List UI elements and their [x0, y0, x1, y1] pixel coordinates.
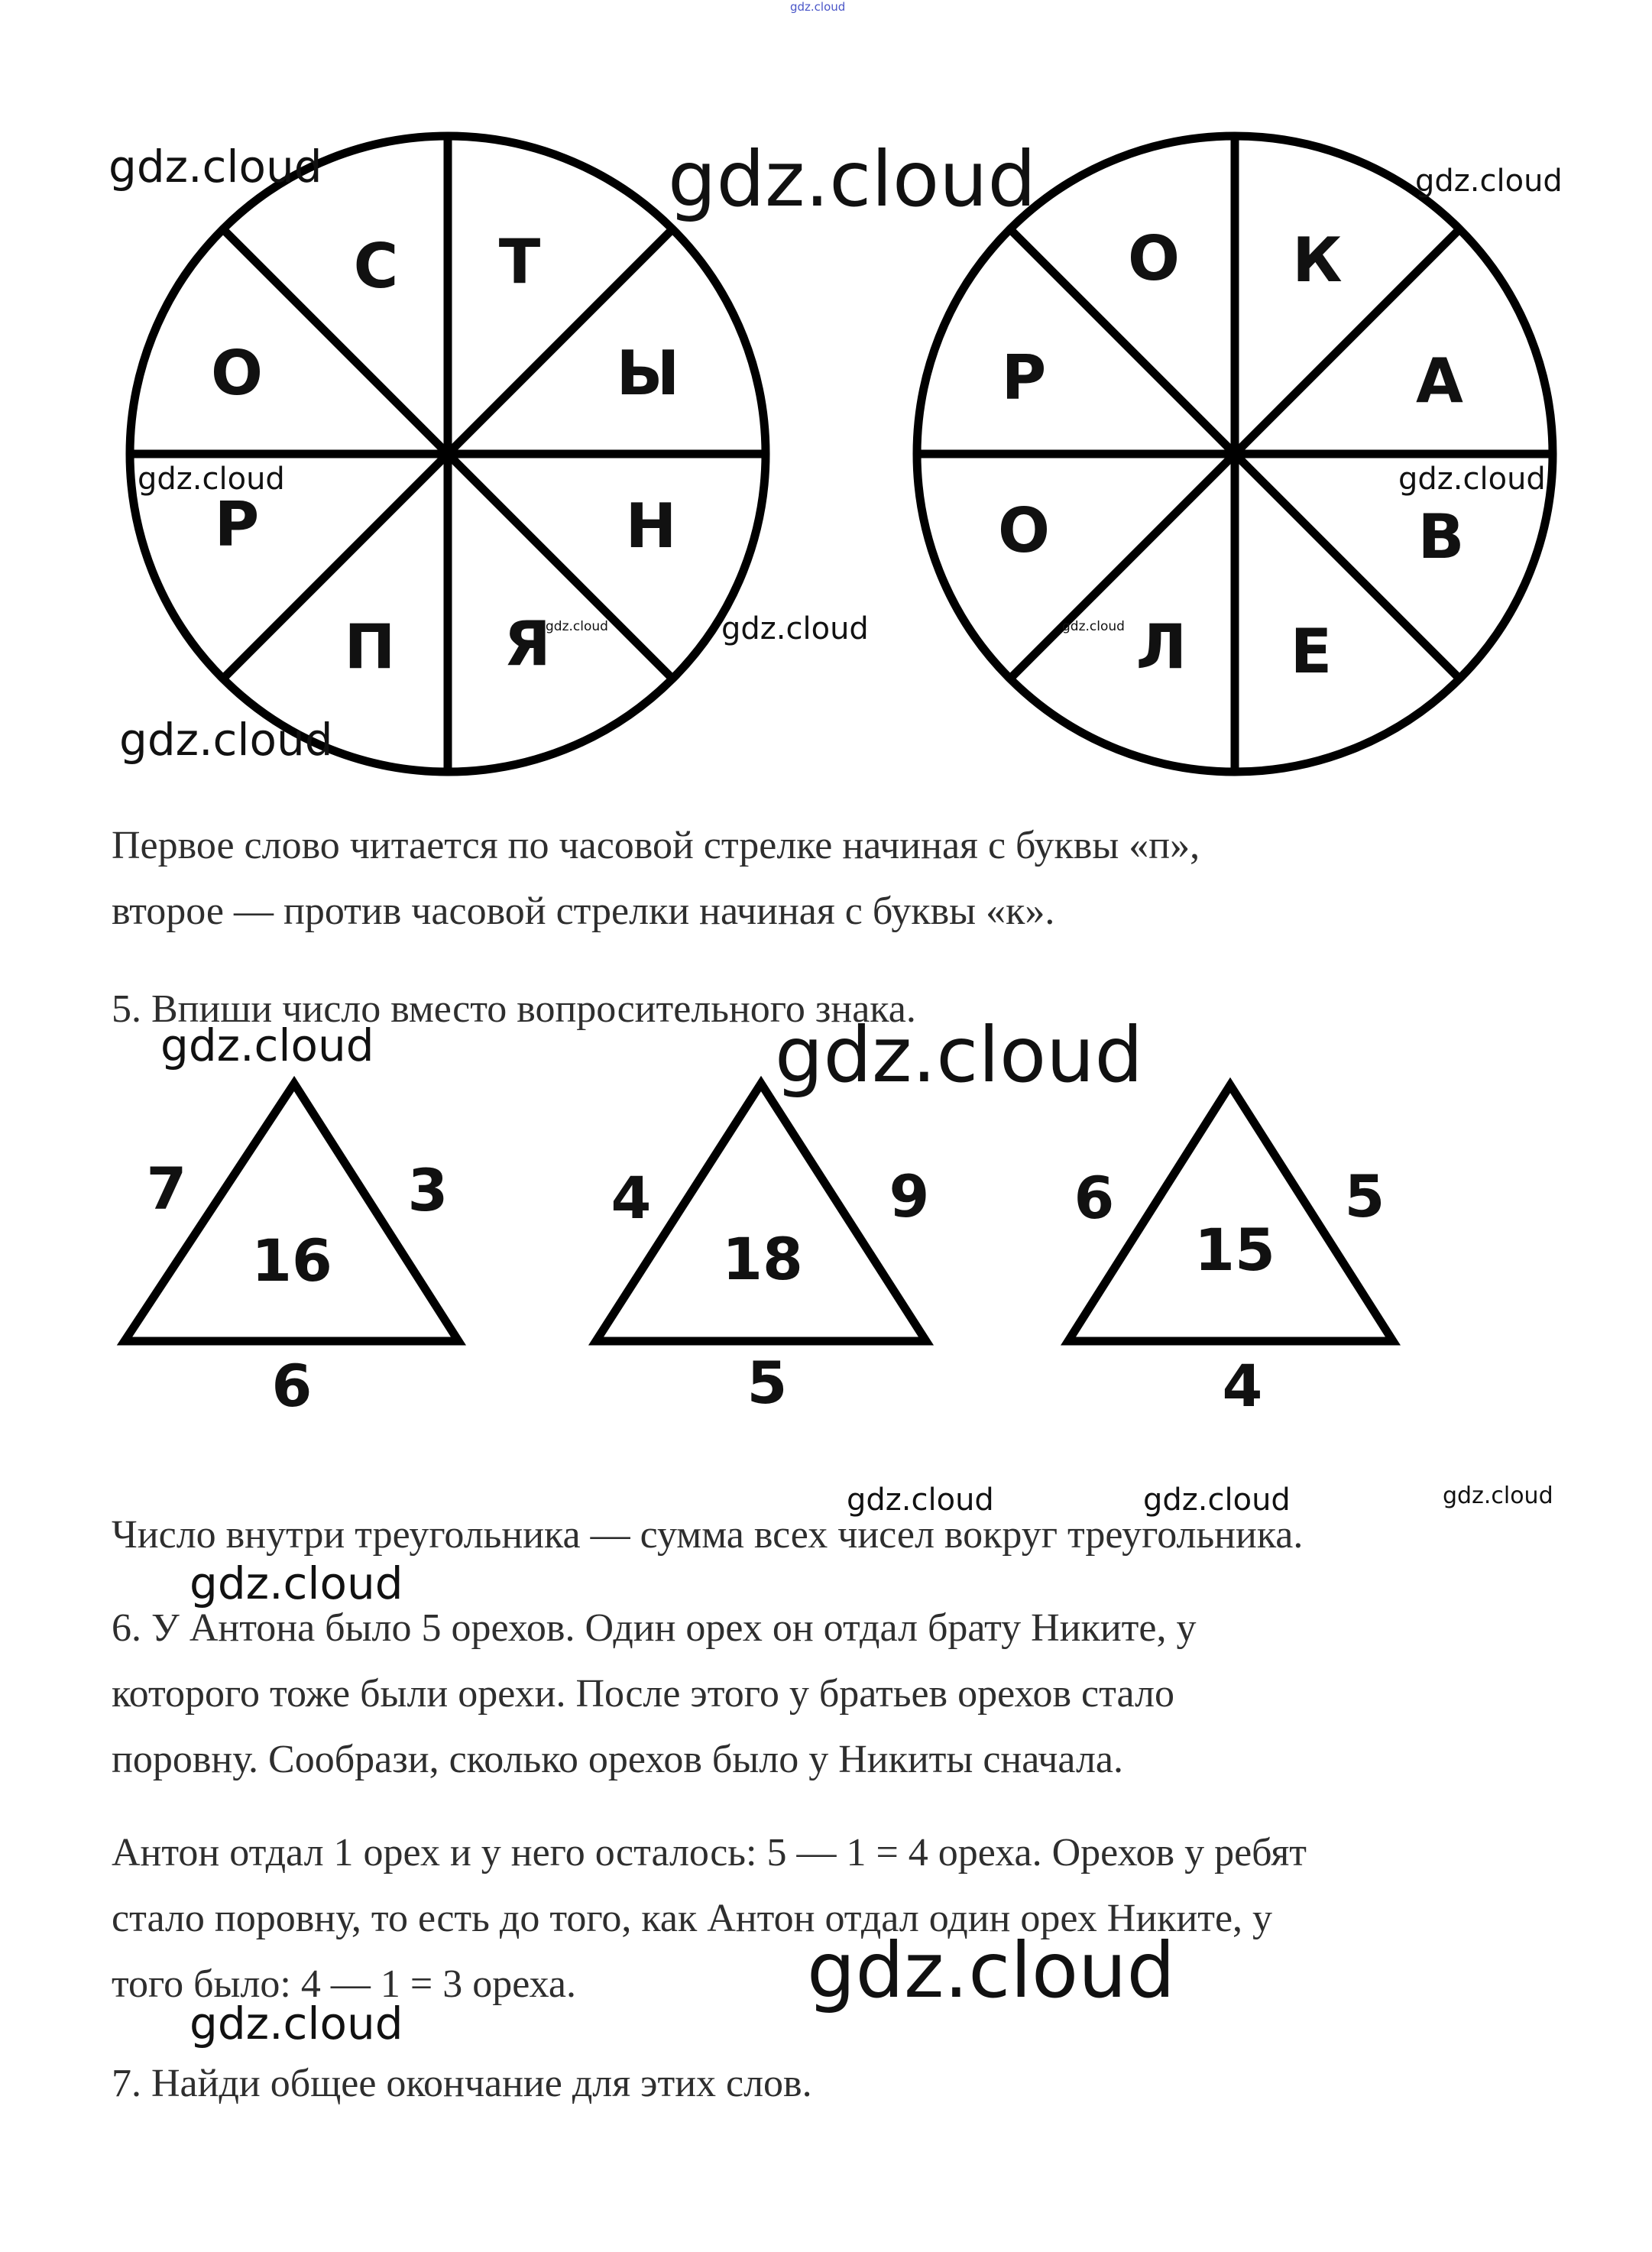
letter-wheel-right	[917, 136, 1553, 772]
wheel-letter: В	[1417, 501, 1465, 572]
triangle-2	[596, 1084, 929, 1417]
watermark: gdz.cloud	[1143, 1482, 1291, 1518]
wheel-letter: Е	[1290, 616, 1333, 687]
watermark: gdz.cloud	[721, 611, 869, 646]
wheel-letter: Т	[498, 226, 541, 297]
watermark: gdz.cloud	[1443, 1482, 1553, 1509]
watermark: gdz.cloud	[119, 714, 333, 766]
watermark: gdz.cloud	[160, 1019, 374, 1071]
triangle-center-number: 16	[251, 1226, 332, 1294]
task-6-line-1: 6. У Антона было 5 орехов. Один орех он отдал брату Никите, у	[112, 1606, 1197, 1650]
watermark: gdz.cloud	[109, 141, 322, 193]
triangle-bottom-number: 5	[747, 1349, 788, 1417]
triangle-center-number: 18	[722, 1225, 803, 1293]
wheel-letter: К	[1292, 225, 1343, 296]
wheel-letter: Р	[1001, 342, 1047, 413]
wheel-letter: А	[1416, 345, 1463, 416]
wheel-letter: О	[1127, 223, 1181, 294]
answer-6-line-1: Антон отдал 1 орех и у него осталось: 5 — 1 = 4 ореха. Орехов у ребят	[112, 1831, 1307, 1875]
triangle-left-number: 7	[146, 1155, 187, 1223]
wheel-letter: Я	[504, 608, 551, 679]
wheel-letter: О	[997, 495, 1051, 566]
watermark: gdz.cloud	[807, 1926, 1176, 2015]
answer-6-line-3: того было: 4 — 1 = 3 ореха.	[112, 1962, 576, 2006]
watermark: gdz.cloud	[775, 1010, 1144, 1100]
task-6-line-2: которого тоже были орехи. После этого у братьев орехов стало	[112, 1672, 1174, 1716]
watermark: gdz.cloud	[847, 1482, 994, 1518]
triangle-right-number: 9	[889, 1162, 930, 1230]
wheel-letter: Л	[1135, 611, 1187, 682]
task-6-line-3: поровну. Сообрази, сколько орехов было у Никиты сначала.	[112, 1738, 1123, 1781]
letter-wheel-left	[130, 136, 766, 772]
watermark: gdz.cloud	[1062, 619, 1125, 634]
triangle-right-number: 3	[407, 1156, 449, 1224]
triangle-1	[125, 1084, 458, 1420]
watermark: gdz.cloud	[1415, 164, 1563, 199]
answer-4-line-1: Первое слово читается по часовой стрелке начиная с буквы «п»,	[112, 824, 1200, 867]
task-7: 7. Найди общее окончание для этих слов.	[112, 2062, 812, 2105]
answer-5: Число внутри треугольника — сумма всех чисел вокруг треугольника.	[112, 1513, 1304, 1557]
watermark: gdz.cloud	[189, 1998, 403, 2049]
watermark: gdz.cloud	[546, 619, 608, 634]
triangle-right-number: 5	[1344, 1162, 1385, 1230]
task-5: 5. Впиши число вместо вопросительного знака.	[112, 987, 916, 1031]
watermark: gdz.cloud	[1398, 462, 1546, 497]
wheel-letter: Н	[625, 491, 677, 562]
answer-4-line-2: второе — против часовой стрелки начиная с буквы «к».	[112, 889, 1055, 933]
watermark: gdz.cloud	[668, 134, 1037, 224]
triangle-bottom-number: 6	[271, 1352, 313, 1420]
triangle-bottom-number: 4	[1222, 1352, 1263, 1420]
triangle-left-number: 6	[1074, 1164, 1115, 1232]
wheel-letter: Р	[214, 489, 260, 560]
watermark: gdz.cloud	[138, 462, 285, 497]
triangle-center-number: 15	[1194, 1216, 1275, 1284]
wheel-letter: О	[210, 338, 264, 409]
wheel-letter: П	[344, 611, 396, 682]
wheel-letter: С	[353, 231, 399, 302]
triangle-left-number: 4	[611, 1164, 652, 1232]
answer-6-line-2: стало поровну, то есть до того, как Антон отдал один орех Никите, у	[112, 1897, 1273, 1940]
watermark: gdz.cloud	[189, 1557, 403, 1609]
wheel-letter: Ы	[616, 338, 680, 409]
triangle-3	[1068, 1085, 1393, 1420]
watermark: gdz.cloud	[790, 0, 846, 14]
